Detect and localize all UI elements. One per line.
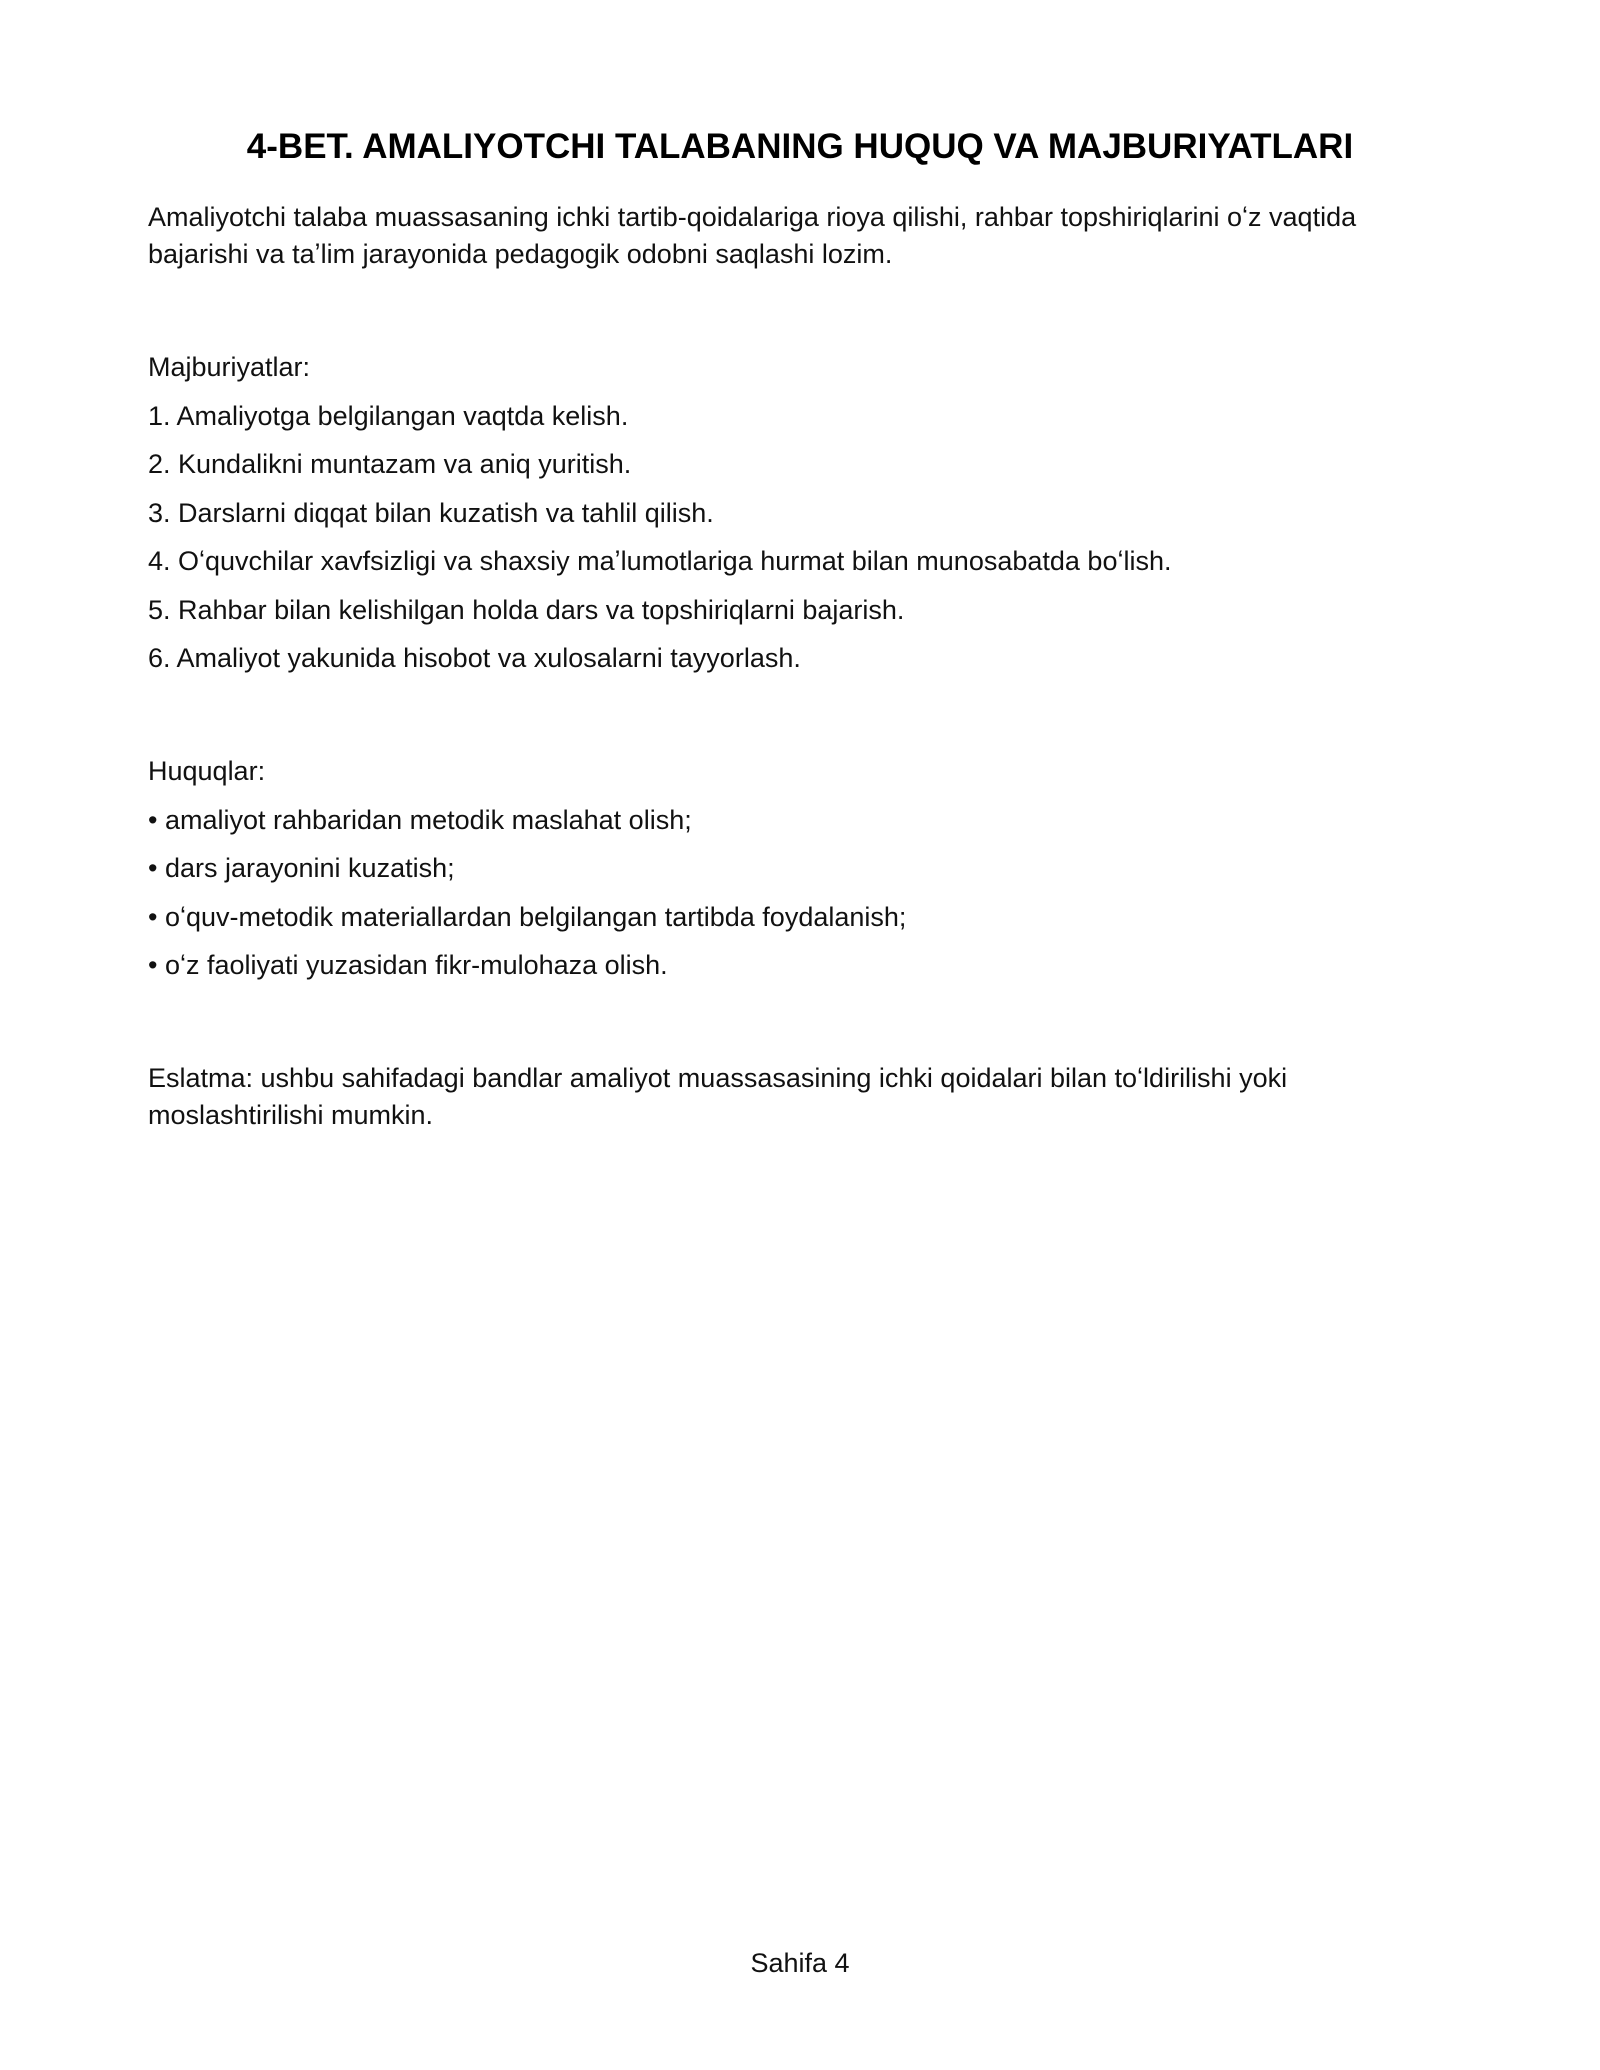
duty-item: 4. Oʻquvchilar xavfsizligi va shaxsiy maʼlumotlariga hurmat bilan munosabatda boʻlish.	[148, 546, 1172, 576]
duties-section	[148, 349, 1460, 677]
intro-paragraph: Amaliyotchi talaba muassasaning ichki tartib-qoidalariga rioya qilishi, rahbar topshiriqlarini oʻz vaqtida bajarishi va taʼlim jarayonida pedagogik odobni saqlashi lozim.	[148, 202, 1357, 269]
right-item: • dars jarayonini kuzatish;	[148, 853, 455, 883]
duties-list	[148, 398, 1460, 678]
rights-section	[148, 753, 1460, 984]
page-number: Sahifa 4	[750, 1948, 850, 1978]
right-item: • oʻz faoliyati yuzasidan fikr-mulohaza olish.	[148, 950, 668, 980]
note-paragraph: Eslatma: ushbu sahifadagi bandlar amaliyot muassasasining ichki qoidalari bilan toʻldirilishi yoki moslashtirilishi mumkin.	[148, 1063, 1288, 1130]
page-title: 4-BET. AMALIYOTCHI TALABANING HUQUQ VA MAJBURIYATLARI	[246, 127, 1354, 166]
rights-list	[148, 802, 1460, 985]
duty-item: 6. Amaliyot yakunida hisobot va xulosalarni tayyorlash.	[148, 643, 801, 673]
duty-item: 1. Amaliyotga belgilangan vaqtda kelish.	[148, 400, 629, 431]
right-item: • oʻquv-metodik materiallardan belgilangan tartibda foydalanish;	[148, 901, 907, 932]
right-item: • amaliyot rahbaridan metodik maslahat olish;	[148, 804, 692, 835]
rights-label: Huquqlar:	[148, 756, 266, 786]
duty-item: 5. Rahbar bilan kelishilgan holda dars va topshiriqlarni bajarish.	[148, 594, 905, 625]
duties-label: Majburiyatlar:	[148, 352, 311, 382]
duty-item: 2. Kundalikni muntazam va aniq yuritish.	[148, 449, 632, 479]
duty-item: 3. Darslarni diqqat bilan kuzatish va tahlil qilish.	[148, 497, 714, 528]
